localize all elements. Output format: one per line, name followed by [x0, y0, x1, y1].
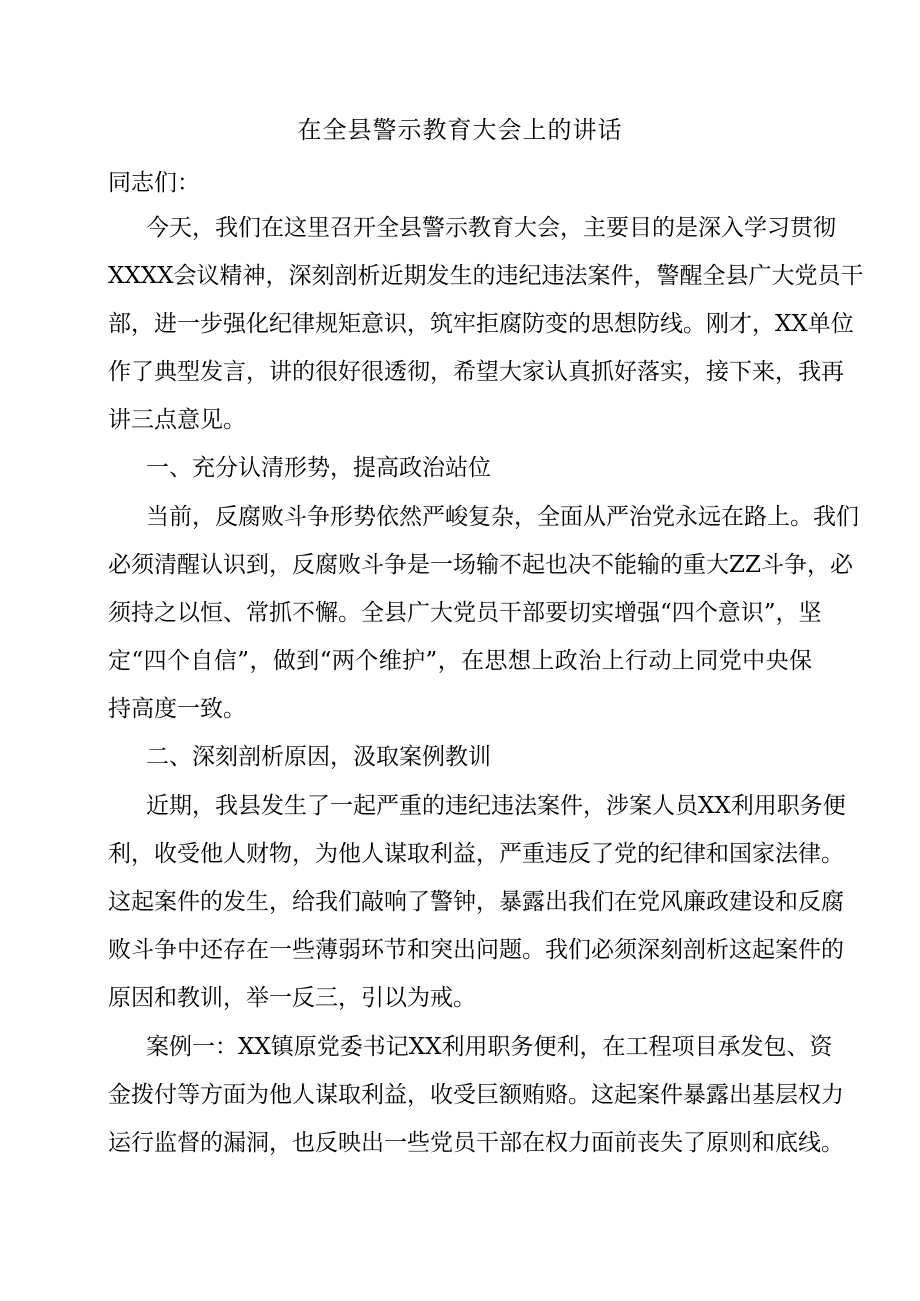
paragraph-line: 败斗争中还存在一些薄弱环节和突出问题。我们必须深刻剖析这起案件的	[108, 937, 844, 963]
section-heading: 一、充分认清形势，提高政治站位	[146, 455, 491, 481]
paragraph-line: 作了典型发言，讲的很好很透彻，希望大家认真抓好落实，接下来，我再	[108, 359, 844, 385]
paragraph-line: 部，进一步强化纪律规矩意识，筑牢拒腐防变的思想防线。刚才，XX单位	[108, 311, 854, 337]
paragraph-line: 讲三点意见。	[108, 407, 246, 433]
paragraph-line: 案例一：XX镇原党委书记XX利用职务便利，在工程项目承发包、资	[146, 1034, 833, 1060]
document-title: 在全县警示教育大会上的讲话	[297, 116, 623, 144]
paragraph-line: 运行监督的漏洞，也反映出一些党员干部在权力面前丧失了原则和底线。	[108, 1130, 844, 1156]
section-heading: 二、深刻剖析原因，汲取案例教训	[146, 744, 491, 770]
paragraph-line: 必须清醒认识到，反腐败斗争是一场输不起也决不能输的重大ZZ斗争，必	[108, 552, 853, 578]
paragraph-line: 这起案件的发生，给我们敲响了警钟，暴露出我们在党风廉政建设和反腐	[108, 889, 844, 915]
paragraph-line: 利，收受他人财物，为他人谋取利益，严重违反了党的纪律和国家法律。	[108, 841, 844, 867]
paragraph-line: 当前，反腐败斗争形势依然严峻复杂，全面从严治党永远在路上。我们	[146, 504, 859, 530]
paragraph-line: 原因和教训，举一反三，引以为戒。	[108, 985, 476, 1011]
salutation: 同志们：	[108, 170, 200, 196]
paragraph-line: 持高度一致。	[108, 696, 246, 722]
paragraph-line: 近期，我县发生了一起严重的违纪违法案件，涉案人员XX利用职务便	[146, 793, 846, 819]
paragraph-line: 定“四个自信”，做到“两个维护”，在思想上政治上行动上同党中央保	[108, 648, 812, 674]
paragraph-line: XXXX会议精神，深刻剖析近期发生的违纪违法案件，警醒全县广大党员干	[108, 263, 864, 289]
paragraph-line: 须持之以恒、常抓不懈。全县广大党员干部要切实增强“四个意识”，坚	[108, 600, 822, 626]
paragraph-line: 金拨付等方面为他人谋取利益，收受巨额贿赂。这起案件暴露出基层权力	[108, 1082, 844, 1108]
paragraph-line: 今天，我们在这里召开全县警示教育大会，主要目的是深入学习贯彻	[146, 215, 836, 241]
